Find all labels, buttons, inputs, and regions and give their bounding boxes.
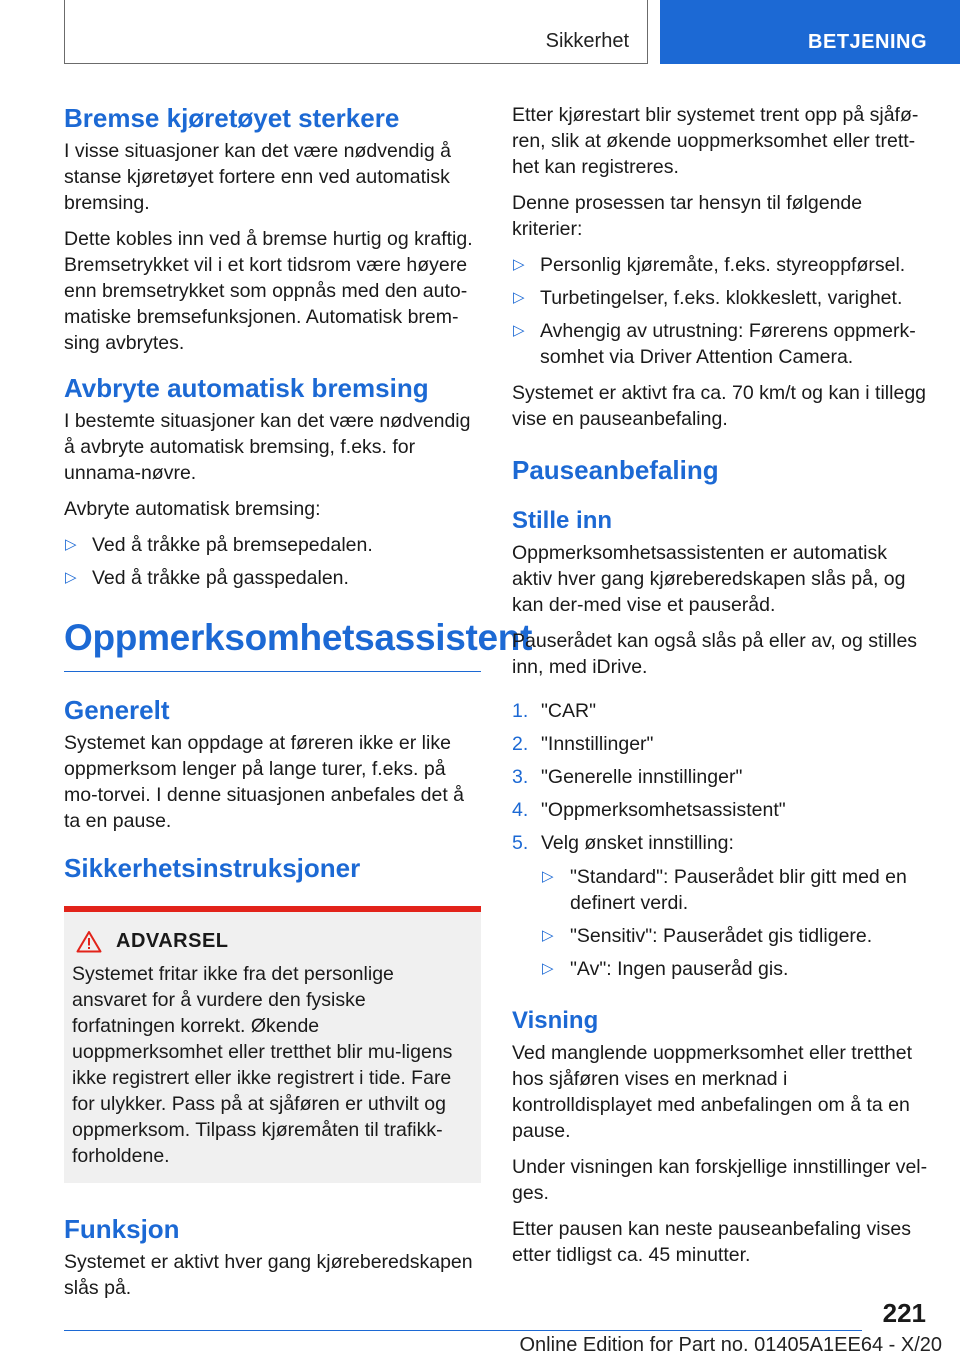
paragraph: I visse situasjoner kan det være nødvendig å stanse kjøretøyet fortere enn ved automatisk bremsing. <box>64 140 451 214</box>
list-item <box>64 532 481 558</box>
left-column <box>64 102 533 1311</box>
list-item <box>512 252 930 278</box>
heading-funksjon: Funksjon <box>64 1214 180 1244</box>
warning-box <box>64 906 481 1183</box>
step-number: 1. <box>512 700 529 722</box>
paragraph: Oppmerksomhetsassistenten er automatisk aktiv hver gang kjøreberedskapen slås på, og kan der-med vise et pauseråd. <box>512 542 906 616</box>
step-item <box>512 698 930 724</box>
heading-visning: Visning <box>512 1007 599 1034</box>
triangle-bullet-icon: ▷ <box>65 536 77 553</box>
option-text: "Standard": Pauserådet blir gitt med en definert verdi. <box>570 866 907 914</box>
bullet-list <box>64 532 481 591</box>
list-item-text: Avhengig av utrustning: Førerens oppmerk-somhet via Driver Attention Camera. <box>540 320 916 368</box>
step-item <box>512 797 930 823</box>
paragraph: Denne prosessen tar hensyn til følgende kriterier: <box>512 192 863 240</box>
step-text: "Oppmerksomhetsassistent" <box>541 799 786 821</box>
warning-header <box>76 930 473 953</box>
step-item <box>512 764 930 790</box>
option-text: "Sensitiv": Pauserådet gis tidligere. <box>570 925 873 947</box>
triangle-bullet-icon: ▷ <box>513 322 525 339</box>
list-item-text: Ved å tråkke på bremsepedalen. <box>92 534 373 556</box>
triangle-bullet-icon: ▷ <box>542 868 554 885</box>
step-text: "CAR" <box>541 700 597 722</box>
header-chapter-box <box>660 0 960 64</box>
header-section-box <box>64 0 648 64</box>
paragraph: Systemet kan oppdage at føreren ikke er like oppmerksom lenger på lange turer, f.eks. på mo-torvei. I denne situasjonen anbefales det å ta en pause. <box>64 732 465 832</box>
paragraph: Etter pausen kan neste pauseanbefaling vises etter tidligst ca. 45 minutter. <box>512 1218 911 1266</box>
step-number: 3. <box>512 766 529 788</box>
triangle-bullet-icon: ▷ <box>542 927 554 944</box>
step-text: "Generelle innstillinger" <box>541 766 743 788</box>
options-list <box>541 864 930 982</box>
criteria-list <box>512 252 930 370</box>
paragraph: Dette kobles inn ved å bremse hurtig og kraftig. Bremsetrykket vil i et kort tidsrom være høyere enn bremsetrykket som oppnås med den auto-matiske bremsefunksjonen. Automatisk brem-sing avbrytes. <box>64 228 473 354</box>
step-text: "Innstillinger" <box>541 733 654 755</box>
option-item <box>541 923 930 949</box>
step-number: 5. <box>512 832 529 854</box>
step-text: Velg ønsket innstilling: <box>541 832 734 854</box>
step-item <box>512 830 930 982</box>
option-text: "Av": Ingen pauseråd gis. <box>570 958 789 980</box>
triangle-bullet-icon: ▷ <box>513 256 525 273</box>
heading-sikkerhetsinstruksjoner: Sikkerhetsinstruksjoner <box>64 853 361 883</box>
heading-bremse: Bremse kjøretøyet sterkere <box>64 103 400 133</box>
paragraph: I bestemte situasjoner kan det være nødvendig å avbryte automatisk bremsing, f.eks. for unnama-nøvre. <box>64 410 471 484</box>
list-item-text: Personlig kjøremåte, f.eks. styreoppførsel. <box>540 254 906 276</box>
footer-edition-text: Online Edition for Part no. 01405A1EE64 - X/20 <box>519 1334 942 1356</box>
header-chapter-title: BETJENING <box>808 31 927 53</box>
list-item <box>512 318 930 370</box>
footer-divider <box>64 1330 862 1331</box>
triangle-bullet-icon: ▷ <box>542 960 554 977</box>
paragraph: Under visningen kan forskjellige innstillinger vel-ges. <box>512 1156 928 1204</box>
list-item <box>512 285 930 311</box>
warning-text: Systemet fritar ikke fra det personlige ansvaret for å vurdere den fysiske forfatningen korrekt. Økende uoppmerksomhet eller tretthet blir mu-ligens ikke registrert eller ikke registrert i tide. Fare for ulykker. Pass på at sjåføren er uthvilt og oppmerksom. Tilpass kjøremåten til trafikk-forholdene. <box>72 963 453 1167</box>
page-number: 221 <box>882 1298 926 1328</box>
heading-stille-inn: Stille inn <box>512 507 613 534</box>
header-section-title: Sikkerhet <box>545 30 629 52</box>
list-item-text: Turbetingelser, f.eks. klokkeslett, varighet. <box>540 287 903 309</box>
main-title: Oppmerksomhetsassistent <box>64 615 481 672</box>
paragraph: Pauserådet kan også slås på eller av, og stilles inn, med iDrive. <box>512 630 918 678</box>
list-item-text: Ved å tråkke på gasspedalen. <box>92 567 349 589</box>
steps-list <box>512 698 930 982</box>
step-number: 4. <box>512 799 529 821</box>
paragraph: Etter kjørestart blir systemet trent opp på sjåfø-ren, slik at økende uoppmerksomhet eller trett-het kan registreres. <box>512 104 919 178</box>
heading-generelt: Generelt <box>64 695 170 725</box>
warning-label: ADVARSEL <box>116 930 229 952</box>
heading-avbryte: Avbryte automatisk bremsing <box>64 373 429 403</box>
heading-pauseanbefaling: Pauseanbefaling <box>512 455 719 485</box>
paragraph: Systemet er aktivt fra ca. 70 km/t og kan i tillegg vise en pauseanbefaling. <box>512 382 927 430</box>
option-item <box>541 956 930 982</box>
step-number: 2. <box>512 733 529 755</box>
footer-edition <box>520 1334 943 1357</box>
list-item <box>64 565 481 591</box>
paragraph: Avbryte automatisk bremsing: <box>64 498 321 520</box>
paragraph: Ved manglende uoppmerksomhet eller tretthet hos sjåføren vises en merknad i kontrolldisplayet med anbefalingen om å ta en pause. <box>512 1042 912 1142</box>
paragraph: Systemet er aktivt hver gang kjøreberedskapen slås på. <box>64 1251 473 1299</box>
warning-triangle-icon <box>76 930 102 953</box>
option-item <box>541 864 930 916</box>
triangle-bullet-icon: ▷ <box>65 569 77 586</box>
triangle-bullet-icon: ▷ <box>513 289 525 306</box>
right-column <box>512 102 930 1278</box>
step-item <box>512 731 930 757</box>
